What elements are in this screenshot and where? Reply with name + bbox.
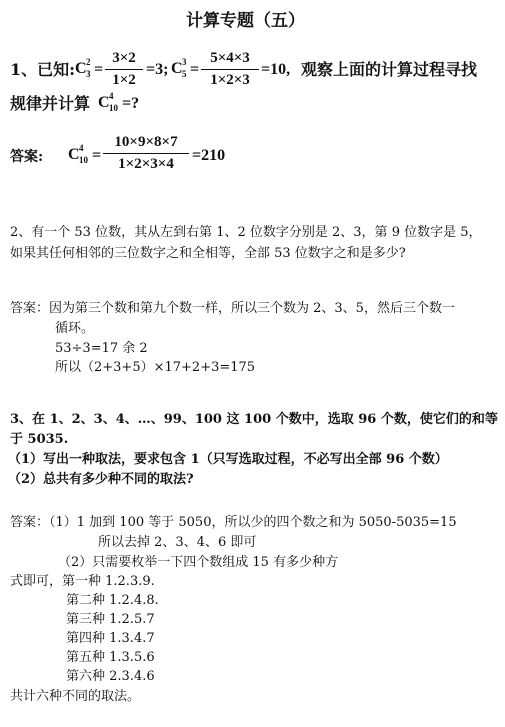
q1-comb-1 [75, 57, 91, 79]
q1-comb-3-sub: 10 [109, 103, 118, 113]
q1-comb-2 [171, 57, 187, 79]
q1-result-1: =3; [146, 61, 169, 78]
q1-comb-1-sup: 2 [86, 57, 91, 67]
q1-fraction-2-numerator: 5×4×3 [201, 50, 259, 70]
a3-way-3: 第三种 1.2.5.7 [66, 612, 155, 627]
q1-comb-3 [98, 91, 118, 113]
q1-comb-3-sup: 4 [109, 91, 114, 101]
q3-line-2: 于 5035. [10, 432, 69, 447]
q1-fraction-1 [105, 50, 143, 88]
a3-line-3: （2）只需要枚举一下四个数组成 15 有多少种方 [58, 555, 339, 570]
a3-line-1: 答案：（1）1 加到 100 等于 5050，所以少的四个数之和为 5050-5035=15 [10, 515, 457, 530]
a1-label: 答案: [10, 149, 44, 165]
q2-line-2: 如果其任何相邻的三位数字之和全相等，全部 53 位数字之和是多少? [10, 246, 406, 261]
page-title: 计算专题（五） [186, 11, 305, 31]
a2-line-1: 答案：因为第三个数和第九个数一样，所以三个数为 2、3、5，然后三个数一 [10, 301, 455, 316]
q1-result-2: =10, [261, 61, 291, 78]
a1-equals: = [92, 147, 102, 164]
a3-way-2: 第二种 1.2.4.8. [66, 593, 159, 608]
q3-line-3: （1）写出一种取法，要求包含 1（只写选取过程，不必写出全部 96 个数） [8, 452, 448, 467]
q1-comb-2-base: C [171, 60, 183, 77]
a3-way-6: 第六种 2.3.4.6 [66, 669, 155, 684]
q1-question-mark: =? [122, 95, 140, 112]
q3-line-1: 3、在 1、2、3、4、…、99、100 这 100 个数中，选取 96 个数，使它们的和等 [10, 412, 498, 427]
a1-comb-sub: 10 [79, 155, 88, 165]
a2-line-3: 53÷3=17 余 2 [55, 341, 148, 356]
q1-comb-1-base: C [75, 60, 87, 77]
a1-comb [68, 143, 88, 165]
a3-line-2: 所以去掉 2、3、4、6 即可 [98, 535, 257, 550]
q1-comb-3-base: C [98, 94, 110, 111]
q1-line2-text: 规律并计算 [10, 94, 91, 113]
q1-prefix: 1、已知: [10, 60, 76, 79]
a1-comb-sup: 4 [79, 143, 84, 153]
a1-fraction [103, 134, 189, 172]
q1-equals-2: = [190, 61, 200, 78]
a3-conclusion: 共计六种不同的取法。 [10, 689, 141, 704]
a2-line-2: 循环。 [55, 321, 95, 336]
a3-line-4: 式即可，第一种 1.2.3.9. [10, 574, 155, 589]
a2-line-4: 所以（2+3+5）×17+2+3=175 [55, 360, 256, 375]
q3-line-4: （2）总共有多少种不同的取法? [8, 472, 194, 487]
a1-fraction-denominator: 1×2×3×4 [118, 155, 174, 172]
a1-result: =210 [192, 147, 226, 164]
q1-fraction-1-denominator: 1×2 [112, 71, 136, 88]
a1-fraction-numerator: 10×9×8×7 [103, 134, 189, 154]
q1-comb-2-sup: 3 [182, 57, 187, 67]
q1-equals-1: = [94, 61, 104, 78]
q1-fraction-2-denominator: 1×2×3 [210, 71, 250, 88]
q1-fraction-2 [201, 50, 259, 88]
q1-comb-1-sub: 3 [86, 69, 91, 79]
a3-way-5: 第五种 1.3.5.6 [66, 650, 155, 665]
q1-comb-2-sub: 5 [182, 69, 187, 79]
a1-comb-base: C [68, 146, 80, 163]
q1-line1-rest: 观察上面的计算过程寻找 [301, 60, 478, 79]
q1-fraction-1-numerator: 3×2 [105, 50, 143, 70]
q2-line-1: 2、有一个 53 位数，其从左到右第 1、2 位数字分别是 2、3，第 9 位数字是 5， [10, 225, 482, 240]
a3-way-4: 第四种 1.3.4.7 [66, 631, 155, 646]
